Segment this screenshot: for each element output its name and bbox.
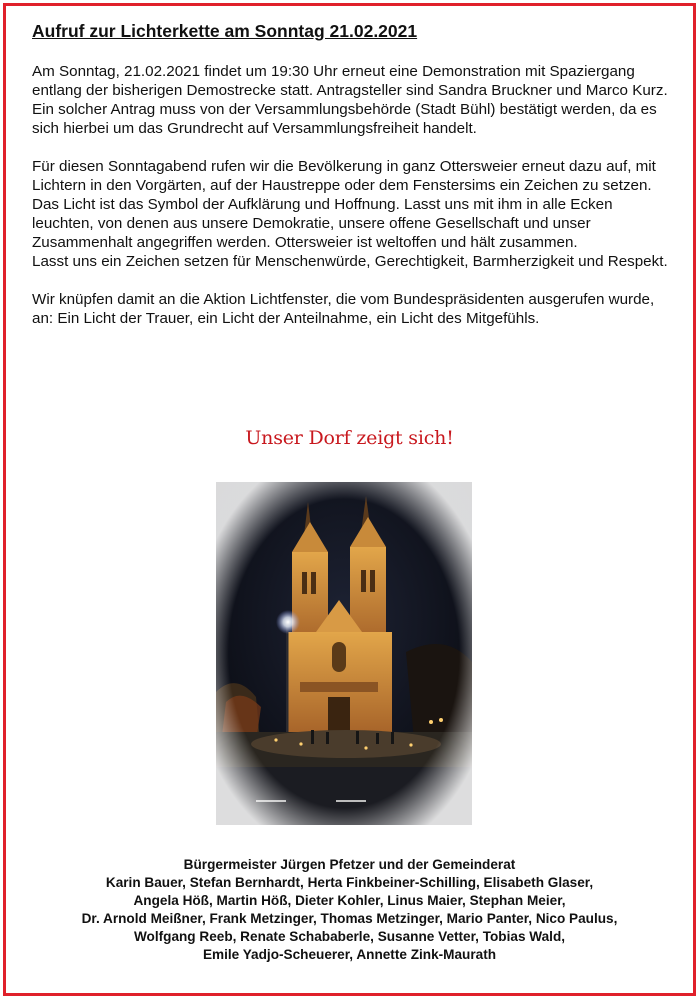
signer-line: Wolfgang Reeb, Renate Schababerle, Susanne Vetter, Tobias Wald, (133, 929, 566, 944)
document-title: Aufruf zur Lichterkette am Sonntag 21.02.2021 (32, 21, 418, 41)
signer-line: Angela Höß, Martin Höß, Dieter Kohler, Linus Maier, Stephan Meier, (133, 893, 566, 908)
signer-line-mayor: Bürgermeister Jürgen Pfetzer und der Gemeinderat (183, 857, 516, 872)
slogan-heading: Unser Dorf zeigt sich! (245, 427, 454, 449)
paragraph-light-symbol: Das Licht ist das Symbol der Aufklärung und Hoffnung. Lasst uns mit ihm in alle Ecken leuchten, von denen aus unsere Demokratie, unsere offene Gesellschaft und unser Zusammenhalt angegriffen werden. Ottersweier ist weltoffen und hält zusammen. (32, 196, 613, 251)
signer-line: Emile Yadjo-Scheuerer, Annette Zink-Maurath (202, 947, 497, 962)
paragraph-demonstration: Am Sonntag, 21.02.2021 findet um 19:30 Uhr erneut eine Demonstration mit Spaziergang entlang der bisherigen Demostrecke statt. Antragsteller sind Sandra Bruckner und Marco Kurz. (32, 63, 668, 99)
paragraph-lichtfenster: Wir knüpfen damit an die Aktion Lichtfenster, die vom Bundespräsidenten ausgerufen wurde, an: Ein Licht der Trauer, ein Licht der Anteilnahme, ein Licht des Mitgefühls. (32, 291, 655, 327)
signer-line: Karin Bauer, Stefan Bernhardt, Herta Finkbeiner-Schilling, Elisabeth Glaser, (105, 875, 594, 890)
paragraph-approval: Ein solcher Antrag muss von der Versammlungsbehörde (Stadt Bühl) bestätigt werden, da es sich hierbei um das Grundrecht auf Versammlungsfreiheit handelt. (32, 101, 657, 137)
paragraph-call-to-action: Für diesen Sonntagabend rufen wir die Bevölkerung in ganz Ottersweier erneut dazu auf, mit Lichtern in den Vorgärten, auf der Haustreppe oder dem Fenstersims ein Zeichen zu setzen. (32, 158, 656, 194)
paragraph-values: Lasst uns ein Zeichen setzen für Menschenwürde, Gerechtigkeit, Barmherzigkeit und Respekt. (32, 253, 668, 270)
document-body (32, 20, 672, 328)
signers-block (0, 856, 699, 964)
church-photo (216, 482, 472, 825)
signer-line: Dr. Arnold Meißner, Frank Metzinger, Thomas Metzinger, Mario Panter, Nico Paulus, (81, 911, 618, 926)
